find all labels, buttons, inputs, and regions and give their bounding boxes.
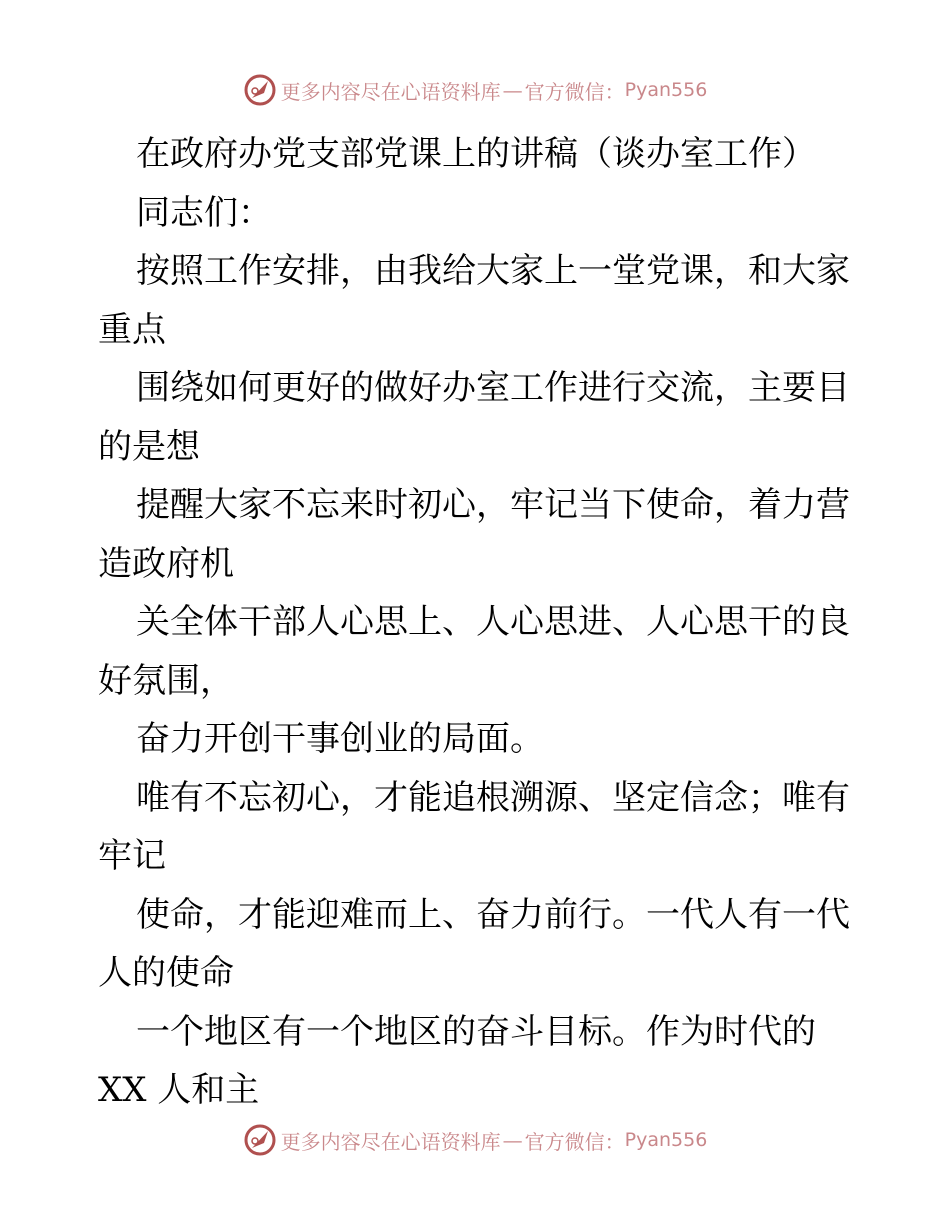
body-line: 好氛围， <box>98 660 234 701</box>
body-line: 按照工作安排，由我给大家上一堂党课，和大家 <box>136 251 850 291</box>
document-body <box>98 125 858 1120</box>
body-line: 人的使命 <box>98 953 234 993</box>
body-line: 牢记 <box>98 836 166 876</box>
watermark-wechat-label: 官方微信： <box>524 1129 625 1154</box>
watermark-separator: — <box>502 78 523 102</box>
quill-pen-logo-icon <box>243 1123 277 1157</box>
body-line: 唯有不忘初心，才能追根溯源、坚定信念；唯有 <box>136 777 850 818</box>
watermark-brand: 更多内容尽在心语资料库 <box>280 1129 501 1154</box>
body-line: 一个地区有一个地区的奋斗目标。作为时代的 <box>136 1011 816 1052</box>
body-line: 关全体干部人心思上、人心思进、人心思干的良 <box>136 602 850 642</box>
body-line: 的是想 <box>98 426 200 467</box>
body-line: 提醒大家不忘来时初心，牢记当下使命，着力营 <box>136 485 850 525</box>
body-line: 造政府机 <box>98 543 234 584</box>
header-watermark <box>0 72 950 108</box>
body-line: 奋力开创干事创业的局面。 <box>136 719 544 759</box>
body-line: 使命，才能迎难而上、奋力前行。一代人有一代 <box>136 894 850 935</box>
footer-watermark <box>0 1122 950 1158</box>
watermark-wechat-id: Pyan556 <box>624 1129 708 1151</box>
quill-pen-logo-icon <box>243 73 277 107</box>
body-line: 围绕如何更好的做好办室工作进行交流，主要目 <box>136 368 850 408</box>
watermark-wechat-label: 官方微信： <box>524 79 625 104</box>
body-line: XX 人和主 <box>98 1070 260 1110</box>
watermark-wechat-id: Pyan556 <box>624 79 708 101</box>
watermark-separator: — <box>502 1128 523 1152</box>
watermark-brand: 更多内容尽在心语资料库 <box>280 79 501 104</box>
body-line: 重点 <box>98 309 166 350</box>
document-title: 在政府办党支部党课上的讲稿（谈办室工作） <box>136 134 816 174</box>
salutation: 同志们： <box>136 192 272 233</box>
